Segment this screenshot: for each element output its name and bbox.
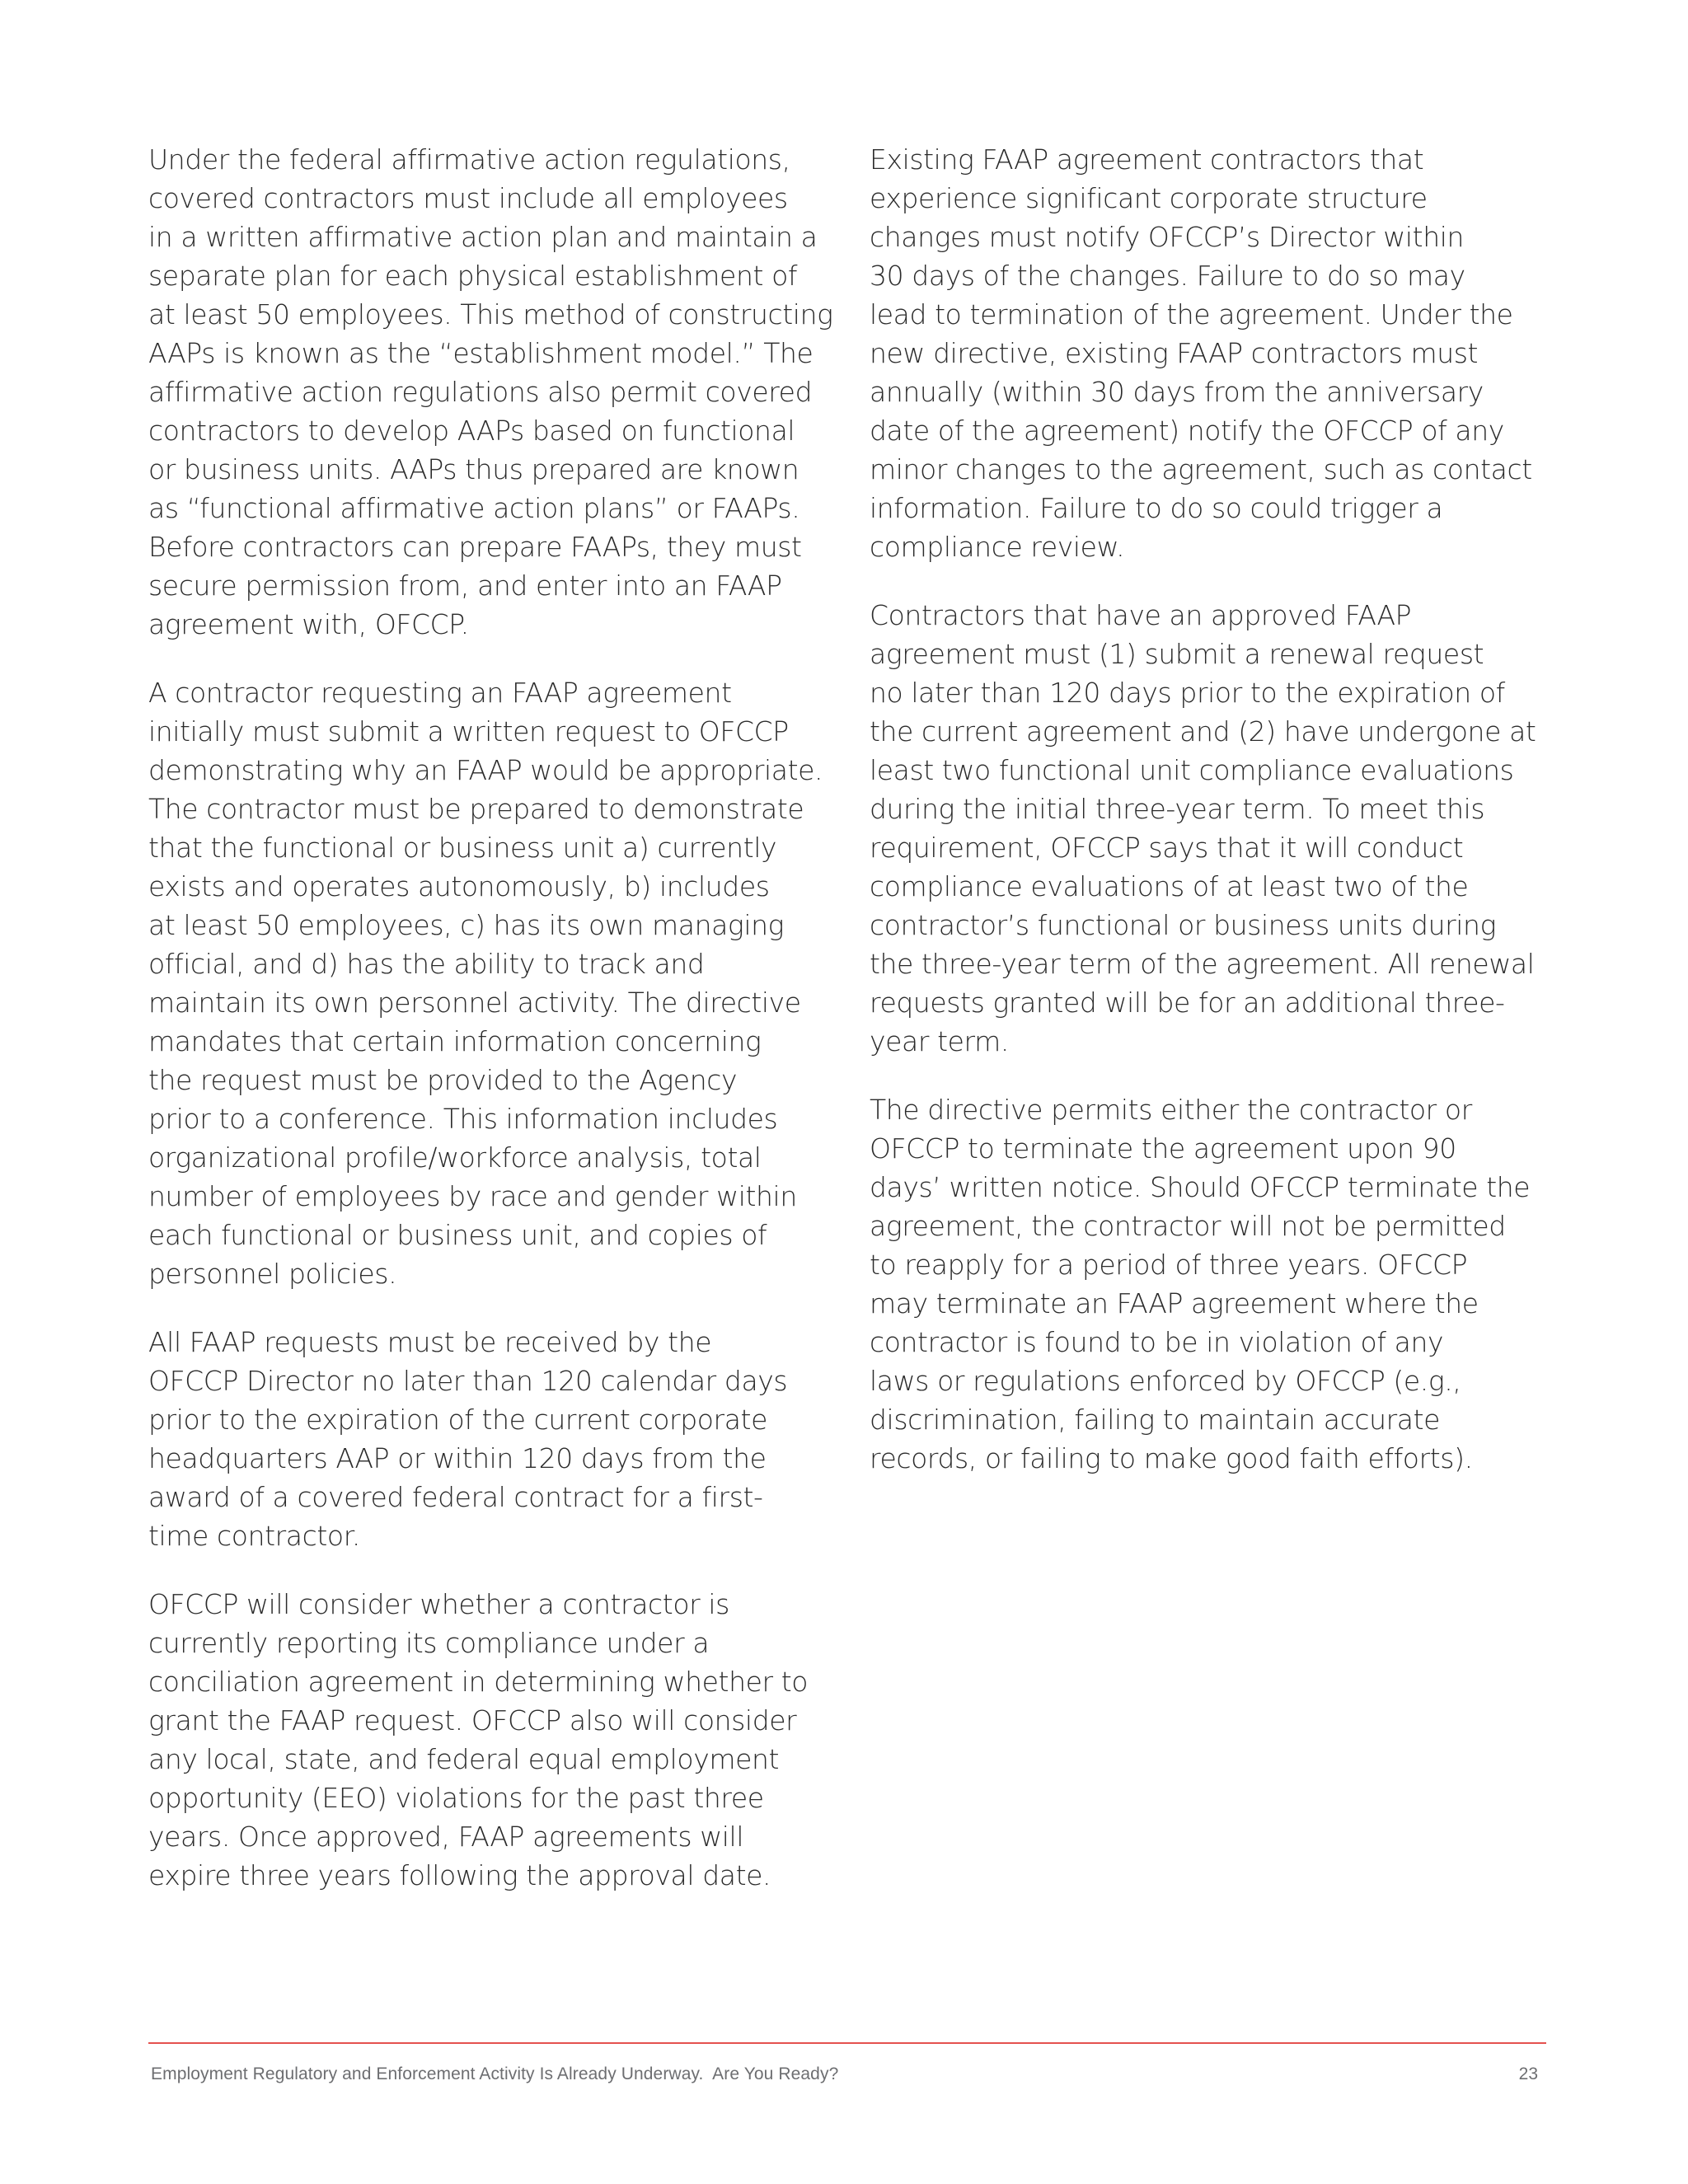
text-line: Existing FAAP agreement contractors that: [870, 143, 1424, 176]
text-line: currently reporting its compliance under a: [148, 1627, 710, 1659]
text-line: date of the agreement) notify the OFCCP of any: [870, 415, 1504, 447]
text-line: number of employees by race and gender within: [148, 1180, 797, 1212]
text-line: prior to the expiration of the current corporate: [148, 1404, 767, 1436]
footer-divider: [148, 2042, 1546, 2044]
text-line: during the initial three-year term. To meet this: [870, 793, 1485, 825]
text-line: award of a covered federal contract for a first-: [148, 1481, 763, 1513]
text-line: contractors to develop AAPs based on functional: [148, 415, 795, 447]
paragraph: [870, 140, 1550, 566]
text-line: Before contractors can prepare FAAPs, they must: [148, 531, 802, 563]
text-line: requests granted will be for an additional three-: [870, 987, 1505, 1019]
text-line: headquarters AAP or within 120 days from the: [148, 1442, 767, 1474]
text-line: minor changes to the agreement, such as contact: [870, 453, 1532, 485]
page-number: 23: [1518, 2064, 1538, 2083]
text-line: OFCCP will consider whether a contractor is: [148, 1588, 729, 1620]
text-line: agreement, the contractor will not be permitted: [870, 1210, 1506, 1242]
text-line: laws or regulations enforced by OFCCP (e.g.,: [870, 1365, 1461, 1397]
text-line: records, or failing to make good faith efforts).: [870, 1442, 1473, 1474]
text-line: requirement, OFCCP says that it will conduct: [870, 832, 1464, 864]
text-line: grant the FAAP request. OFCCP also will consider: [148, 1704, 797, 1736]
text-line: that the functional or business unit a) currently: [148, 832, 777, 864]
text-line: at least 50 employees, c) has its own managing: [148, 909, 785, 941]
text-line: days’ written notice. Should OFCCP terminate the: [870, 1171, 1531, 1203]
text-line: OFCCP to terminate the agreement upon 90: [870, 1132, 1456, 1165]
paragraph: [148, 1323, 832, 1555]
text-line: annually (within 30 days from the anniversary: [870, 376, 1484, 408]
text-line: OFCCP Director no later than 120 calendar days: [148, 1365, 788, 1397]
text-line: discrimination, failing to maintain accurate: [870, 1404, 1441, 1436]
text-line: the request must be provided to the Agency: [148, 1064, 738, 1096]
left-column: [148, 140, 832, 1924]
text-line: secure permission from, and enter into an FAAP: [148, 569, 782, 602]
text-line: exists and operates autonomously, b) includes: [148, 870, 770, 902]
text-line: prior to a conference. This information includes: [148, 1103, 778, 1135]
text-line: maintain its own personnel activity. The directive: [148, 987, 801, 1019]
text-line: conciliation agreement in determining whether to: [148, 1666, 809, 1698]
text-line: Contractors that have an approved FAAP: [870, 599, 1412, 631]
paragraph: [870, 1090, 1550, 1478]
text-line: year term.: [870, 1025, 1009, 1057]
text-line: A contractor requesting an FAAP agreement: [148, 677, 732, 709]
text-line: experience significant corporate structure: [870, 182, 1428, 214]
text-line: expire three years following the approval date.: [148, 1859, 771, 1891]
text-line: covered contractors must include all employees: [148, 182, 788, 214]
text-line: or business units. AAPs thus prepared are known: [148, 453, 799, 485]
paragraph: [148, 140, 832, 644]
text-line: lead to termination of the agreement. Under the: [870, 298, 1513, 330]
text-line: as “functional affirmative action plans” or FAAPs.: [148, 492, 800, 524]
text-line: The contractor must be prepared to demonstrate: [148, 793, 804, 825]
text-line: All FAAP requests must be received by the: [148, 1326, 712, 1358]
text-line: no later than 120 days prior to the expiration of: [870, 677, 1505, 709]
text-line: years. Once approved, FAAP agreements will: [148, 1821, 744, 1853]
text-line: contractor is found to be in violation of any: [870, 1326, 1444, 1358]
text-line: changes must notify OFCCP’s Director within: [870, 221, 1464, 253]
text-line: initially must submit a written request to OFCCP: [148, 715, 789, 748]
text-line: time contractor.: [148, 1520, 360, 1552]
text-line: least two functional unit compliance evaluations: [870, 754, 1514, 786]
text-line: mandates that certain information concerning: [148, 1025, 762, 1057]
text-line: the three-year term of the agreement. All renewal: [870, 948, 1535, 980]
text-line: may terminate an FAAP agreement where the: [870, 1287, 1479, 1319]
text-line: at least 50 employees. This method of constructing: [148, 298, 833, 330]
text-line: personnel policies.: [148, 1258, 397, 1290]
text-line: the current agreement and (2) have undergone at: [870, 715, 1536, 748]
text-line: agreement with, OFCCP.: [148, 608, 469, 640]
footer-title: Employment Regulatory and Enforcement Activity Is Already Underway. Are You Ready?: [151, 2064, 839, 2083]
text-line: new directive, existing FAAP contractors must: [870, 337, 1479, 369]
text-line: in a written affirmative action plan and maintain a: [148, 221, 818, 253]
text-line: compliance review.: [870, 531, 1125, 563]
text-line: 30 days of the changes. Failure to do so may: [870, 260, 1465, 292]
text-line: demonstrating why an FAAP would be appropriate.: [148, 754, 823, 786]
text-line: The directive permits either the contractor or: [870, 1094, 1472, 1126]
text-line: opportunity (EEO) violations for the past three: [148, 1782, 764, 1814]
text-line: to reapply for a period of three years. OFCCP: [870, 1249, 1468, 1281]
text-line: official, and d) has the ability to track and: [148, 948, 705, 980]
text-line: Under the federal affirmative action regulations,: [148, 143, 790, 176]
text-line: AAPs is known as the “establishment model.” The: [148, 337, 814, 369]
paragraph: [148, 673, 832, 1293]
text-line: any local, state, and federal equal employment: [148, 1743, 780, 1775]
text-line: information. Failure to do so could trigger a: [870, 492, 1443, 524]
paragraph: [148, 1585, 832, 1895]
text-line: organizational profile/workforce analysis, total: [148, 1141, 762, 1174]
text-line: each functional or business unit, and copies of: [148, 1219, 767, 1251]
text-line: contractor’s functional or business units during: [870, 909, 1496, 941]
text-line: affirmative action regulations also permit covered: [148, 376, 813, 408]
paragraph: [870, 596, 1550, 1061]
text-line: compliance evaluations of at least two of the: [870, 870, 1469, 902]
text-line: agreement must (1) submit a renewal request: [870, 638, 1484, 670]
text-line: separate plan for each physical establishment of: [148, 260, 798, 292]
right-column: [870, 140, 1550, 1507]
